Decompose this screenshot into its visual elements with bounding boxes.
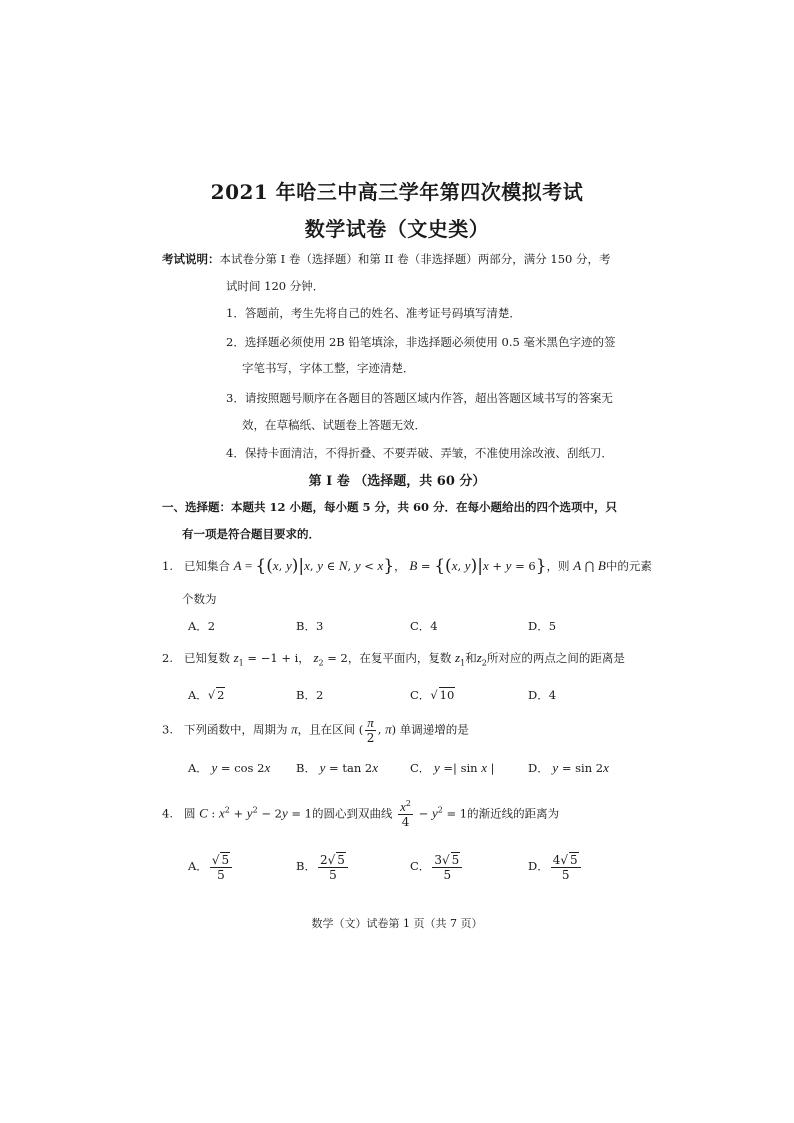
section-description: 一、选择题：本题共 12 小题，每小题 5 分，共 60 分．在每小题给出的四个选项中，只 [162, 500, 618, 514]
q2-option-a: A．√ 2 [188, 688, 225, 702]
question-4: 4. 圆 C : $x^2 + y^2 - 2y = 1$的圆心到双曲线 $\frac{x^2}{4}$ − $y^2 = 1$的渐近线的距离为 [162, 799, 560, 829]
q2-option-d: D．4 [528, 688, 557, 702]
q4-option-a: A． $\frac{√ 5}{5}$ [188, 852, 234, 882]
instruction-item-3: 3．请按照题号顺序在各题目的答题区域内作答，超出答题区域书写的答案无 [226, 391, 613, 405]
q1-option-a: A．2 [188, 619, 216, 633]
paper-subtitle: 数学试卷（文史类） [304, 217, 490, 241]
q1-option-c: C．4 [410, 619, 438, 633]
instructions-line2: 试时间 120 分钟． [226, 279, 325, 293]
q1-option-b: B．3 [296, 619, 324, 633]
instructions-line1: 考试说明：本试卷分第 I 卷（选择题）和第 II 卷（非选择题）两部分，满分 150 分，考 [162, 252, 611, 266]
q2-option-b: B．2 [296, 688, 324, 702]
q4-option-d: D． $\frac{4√ 5}{5}$ [528, 852, 583, 882]
q4-option-b: B． $\frac{2√ 5}{5}$ [296, 852, 350, 882]
question-1: 1. 已知集合 A = {(x, y)|x, y ∈ N, y < x}， B = {(x, y)|x + y = 6}，则 A ⋂ B中的元素 [162, 556, 652, 576]
question-3: 3. 下列函数中，周期为 π，且在区间 ( $\frac{\pi}{2}$ , π) 单调递增的是 [162, 715, 469, 745]
instruction-item-2: 2．选择题必须使用 2B 铅笔填涂，非选择题必须使用 0.5 毫米黑色字迹的签 [226, 335, 616, 349]
section-heading: 第 I 卷 （选择题，共 60 分） [308, 474, 486, 489]
instruction-item-2-cont: 字笔书写，字体工整，字迹清楚． [242, 361, 415, 375]
q3-option-b: B． y = tan 2x [296, 760, 378, 775]
q1-option-d: D．5 [528, 619, 557, 633]
instruction-item-3-cont: 效，在草稿纸、试题卷上答题无效． [242, 418, 426, 432]
instructions-label: 考试说明： [162, 252, 220, 266]
instruction-item-1: 1．答题前，考生先将自己的姓名、准考证号码填写清楚． [226, 306, 521, 320]
page-footer: 数学（文）试卷第 1 页（共 7 页） [311, 917, 483, 930]
q3-option-c: C． y =| sin x | [410, 760, 495, 775]
question-1-cont: 个数为 [182, 592, 217, 606]
section-description-cont: 有一项是符合题目要求的． [182, 527, 320, 541]
question-2: 2. 已知复数 $z_1 = -1 + i$， $z_2 = 2$，在复平面内，复数 $z_1$和$z_2$所对应的两点之间的距离是 [162, 650, 625, 668]
q3-option-d: D． y = sin 2x [528, 760, 609, 775]
instruction-item-4: 4．保持卡面清洁，不得折叠、不要弄破、弄皱，不准使用涂改液、刮纸刀． [226, 446, 613, 460]
exam-title: 2021 年哈三中高三学年第四次模拟考试 [210, 180, 584, 204]
q2-option-c: C．√ 10 [410, 688, 455, 702]
q4-option-c: C． $\frac{3√ 5}{5}$ [410, 852, 464, 882]
q3-option-a: A． y = cos 2x [188, 760, 271, 775]
